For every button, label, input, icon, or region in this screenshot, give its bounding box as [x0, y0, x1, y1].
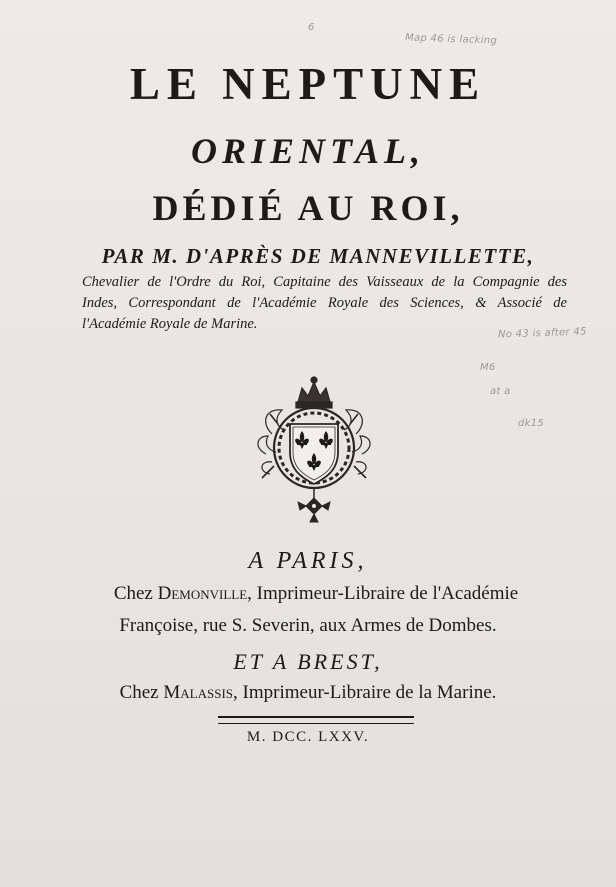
author-credentials: [82, 272, 567, 335]
title-line-3: DÉDIÉ AU ROI,: [152, 188, 464, 228]
pencil-note-order: No 43 is after 45: [497, 326, 587, 341]
credentials-line-2: Indes, Correspondant de l'Académie Royale des Sciences, & Associé de: [82, 295, 567, 311]
credentials-line-3: l'Académie Royale de Marine.: [82, 316, 258, 332]
title-line-2: ORIENTAL,: [190, 131, 426, 171]
author-line: PAR M. D'APRÈS DE MANNEVILLETTE,: [101, 244, 535, 268]
pencil-note-m6: M6: [480, 362, 496, 373]
paris-pub-prefix: Chez: [113, 583, 158, 604]
pencil-map-note: Map 46 is lacking: [404, 32, 498, 47]
brest-publisher-line: [0, 683, 616, 702]
pencil-note-at-a: at a: [490, 386, 511, 397]
pencil-note-dk15: dk15: [518, 418, 545, 429]
imprint-paris: A PARIS,: [248, 548, 368, 574]
imprint-brest: ET A BREST,: [233, 649, 383, 674]
brest-pub-prefix: Chez: [119, 682, 164, 703]
title-line-1: LE NEPTUNE: [129, 59, 487, 109]
brest-publisher-name: Malassis: [163, 682, 234, 703]
paris-pub-rest: , Imprimeur-Libraire de l'Académie: [247, 583, 519, 604]
double-rule-divider: [218, 716, 414, 724]
credentials-line-1: Chevalier de l'Ordre du Roi, Capitaine des Vaisseaux de la Compagnie des: [82, 274, 567, 290]
royal-arms-fleur-de-lis-icon: [252, 374, 376, 524]
publication-date: M. DCC. LXXV.: [246, 729, 370, 745]
paris-publisher-line-2: Françoise, rue S. Severin, aux Armes de Dombes.: [119, 615, 497, 636]
pencil-page-number: 6: [308, 22, 315, 33]
paris-publisher-name: Demonville: [157, 583, 248, 604]
paris-publisher-line-1: [0, 584, 616, 603]
brest-pub-rest: , Imprimeur-Libraire de la Marine.: [233, 682, 497, 703]
